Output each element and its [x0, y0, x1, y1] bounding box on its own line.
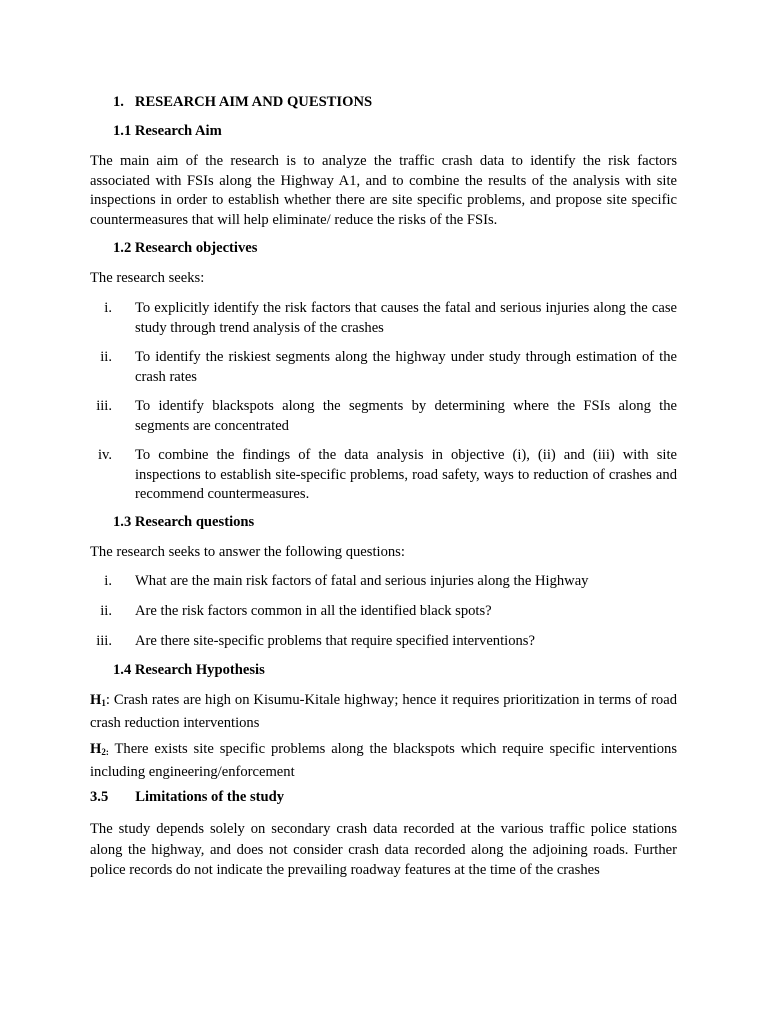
h1-label: H — [90, 692, 102, 708]
heading-limitations — [90, 789, 284, 806]
h2-label: H — [90, 741, 102, 757]
heading-research-aim: 1.1 Research Aim — [113, 123, 222, 139]
list-number: iii. — [96, 633, 112, 649]
list-number: i. — [104, 573, 112, 589]
list-number: i. — [104, 300, 112, 316]
limitations-number: 3.5 — [90, 789, 109, 805]
list-text: Are the risk factors common in all the identified black spots? — [135, 603, 492, 619]
list-number: ii. — [100, 349, 112, 365]
h1-subscript: 1 — [101, 698, 106, 708]
hypothesis-h2 — [90, 740, 677, 782]
section-heading-research-aim-and-questions — [113, 94, 372, 111]
paragraph-research-aim: The main aim of the research is to analyze the traffic crash data to identify the risk factors associated with FSIs along the Highway A1, and to combine the results of the analysis with site inspections in order to establish whether there are site specific problems, and propose site specific countermeasures that will help eliminate/ reduce the risks of the FSIs. — [90, 153, 677, 228]
list-text: To identify blackspots along the segments by determining where the FSIs along the segments are concentrated — [135, 398, 677, 434]
paragraph-limitations: The study depends solely on secondary crash data recorded at the various traffic police stations along the highway, and does not consider crash data recorded along the adjoining roads. Further police records do not indicate the prevailing roadway features at the time of the crashes — [90, 821, 677, 878]
questions-intro: The research seeks to answer the following questions: — [90, 544, 405, 560]
list-text: To combine the findings of the data analysis in objective (i), (ii) and (iii) with site inspections to establish site-specific problems, road safety, ways to reduction of crashes and recommend countermeasures. — [135, 447, 677, 502]
section-title: RESEARCH AIM AND QUESTIONS — [134, 94, 373, 110]
hypothesis-h1 — [90, 691, 677, 733]
objectives-intro: The research seeks: — [90, 270, 205, 286]
list-text: What are the main risk factors of fatal and serious injuries along the Highway — [135, 573, 589, 589]
heading-research-questions: 1.3 Research questions — [113, 514, 255, 530]
list-number: iii. — [96, 398, 112, 414]
h1-text: : Crash rates are high on Kisumu-Kitale highway; hence it requires prioritization in terms of road crash reduction interventions — [90, 692, 677, 731]
section-number: 1. — [113, 94, 124, 110]
list-number: ii. — [100, 603, 112, 619]
h2-text: There exists site specific problems along the blackspots which require specific interventions including engineering/enforcement — [90, 741, 677, 780]
limitations-title: Limitations of the study — [135, 789, 285, 805]
list-text: To explicitly identify the risk factors that causes the fatal and serious injuries along the case study through trend analysis of the crashes — [135, 300, 677, 336]
list-text: Are there site-specific problems that require specified interventions? — [135, 633, 535, 649]
heading-research-hypothesis: 1.4 Research Hypothesis — [113, 662, 265, 678]
h2-subscript: 2: — [101, 747, 109, 757]
list-text: To identify the riskiest segments along the highway under study through estimation of the crash rates — [135, 349, 677, 385]
heading-research-objectives: 1.2 Research objectives — [113, 240, 258, 256]
list-number: iv. — [97, 447, 112, 463]
